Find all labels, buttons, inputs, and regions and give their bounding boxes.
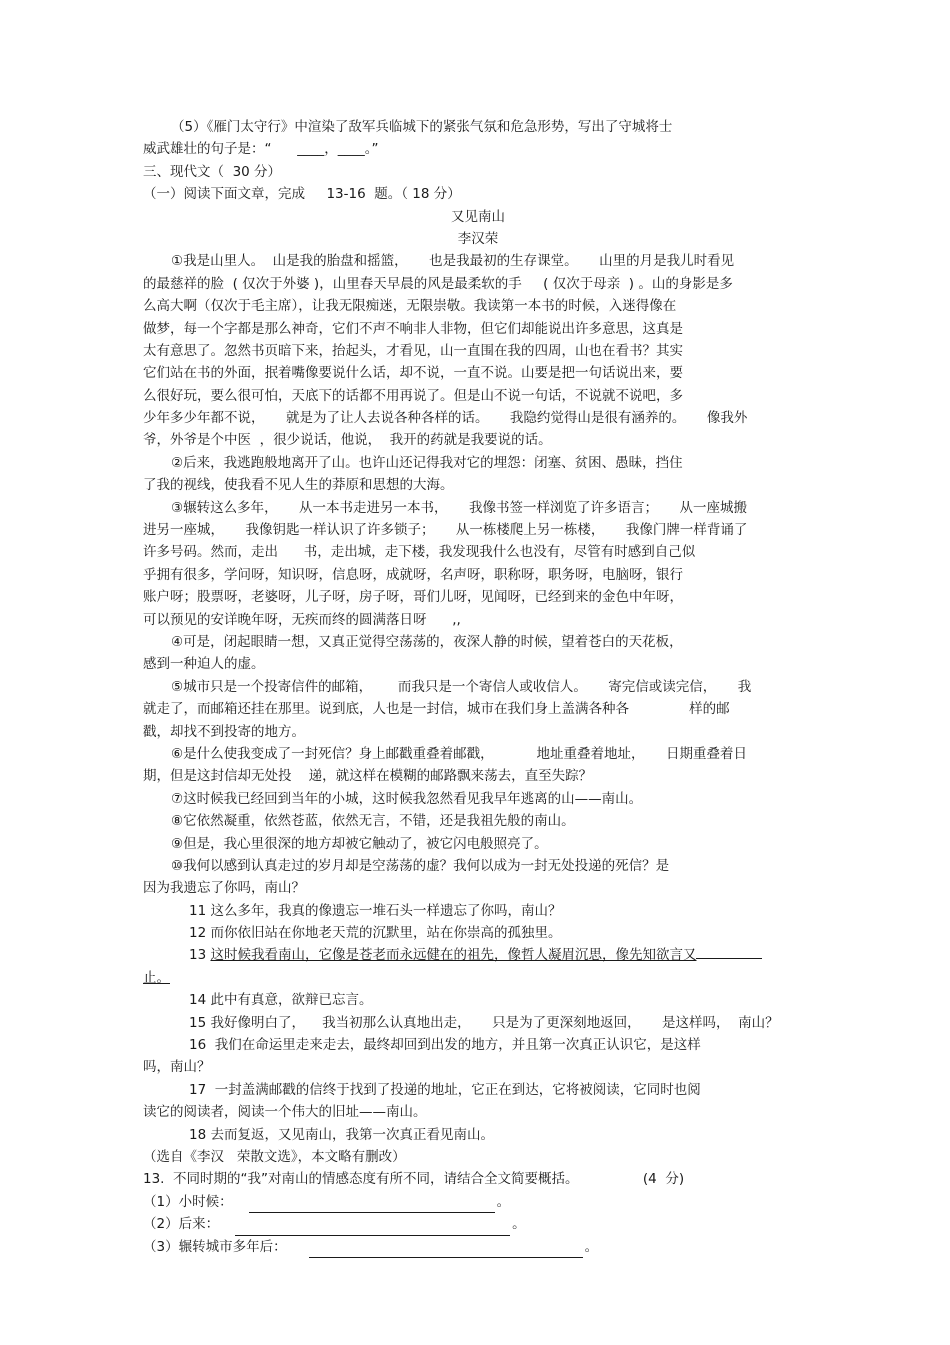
answer-row — [143, 1191, 813, 1213]
text-line: 账户呀；股票呀，老婆呀，儿子呀，房子呀，哥们儿呀，见闻呀，已经到来的金色中年呀， — [143, 589, 683, 606]
text-line: 15 我好像明白了， 我当初那么认真地出走， 只是为了更深刻地返回， 是这样吗， 南山？ — [189, 1014, 779, 1031]
text-line: 读它的阅读者，阅读一个伟大的旧址——南山。 — [143, 1104, 427, 1121]
text-line: 的最慈祥的脸 ( 仅次于外婆 )，山里春天早晨的风是最柔软的手 ( 仅次于母亲 ) 。山的身影是多 — [143, 275, 733, 292]
answer-blank[interactable] — [235, 1221, 510, 1236]
text-line: 又见南山 — [451, 208, 505, 225]
underline-extension — [696, 944, 762, 959]
answer-end: 。 — [512, 1216, 526, 1233]
answer-blank[interactable] — [249, 1198, 495, 1213]
text-line: 12 而你依旧站在你地老天荒的沉默里，站在你崇高的孤独里。 — [189, 925, 562, 942]
text-line: ⑦这时候我已经回到当年的小城，这时候我忽然看见我早年逃离的山——南山。 — [171, 790, 643, 807]
text-line: 17 一封盖满邮戳的信终于找到了投递的地址，它正在到达，它将被阅读，它同时也阅 — [189, 1081, 701, 1098]
answer-label: （1）小时候： — [143, 1193, 233, 1210]
text-line: 么很好玩，要么很可怕，天底下的话都不用再说了。但是山不说一句话，不说就不说吧，多 — [143, 387, 683, 404]
text-line: ④可是，闭起眼睛一想，又真正觉得空荡荡的，夜深人静的时候，望着苍白的天花板， — [171, 633, 683, 650]
paragraph-13-continuation-text: 止。 — [143, 969, 170, 986]
text-line: 少年多少年都不说， 就是为了让人去说各种各样的话。 我隐约觉得山是很有涵养的。 像我外 — [143, 410, 748, 427]
text-line: ⑤城市只是一个投寄信件的邮箱， 而我只是一个寄信人或收信人。 寄完信或读完信， 我 — [171, 678, 752, 695]
text-line: 它们站在书的外面，抿着嘴像要说什么话，却不说，一直不说。山要是把一句话说出来，要 — [143, 365, 683, 382]
answer-label: （2）后来： — [143, 1216, 220, 1233]
text-line: 11 这么多年，我真的像遗忘一堆石头一样遗忘了你吗，南山？ — [189, 902, 562, 919]
text-line: ⑨但是，我心里很深的地方却被它触动了，被它闪电般照亮了。 — [171, 835, 548, 852]
text-line: 16 我们在命运里走来走去，最终却回到出发的地方，并且第一次真正认识它，是这样 — [189, 1037, 701, 1054]
text-line: 威武雄壮的句子是：“ ____，____。” — [143, 141, 379, 158]
text-line: 13. 不同时期的“我”对南山的情感态度有所不同，请结合全文简要概括。 (4 分) — [143, 1171, 685, 1188]
text-block-2 — [143, 989, 813, 1191]
text-line: 就走了，而邮箱还挂在那里。说到底，人也是一封信，城市在我们身上盖满各种各 样的邮 — [143, 701, 730, 718]
answer-row — [143, 1213, 813, 1235]
text-line: ③辗转这么多年， 从一本书走进另一本书， 我像书签一样浏览了许多语言； 从一座城搬 — [171, 499, 747, 516]
text-line: 进另一座城， 我像钥匙一样认识了许多锁子； 从一栋楼爬上另一栋楼， 我像门牌一样背诵了 — [143, 522, 748, 539]
text-line: 了我的视线，使我看不见人生的莽原和思想的大海。 — [143, 477, 454, 494]
text-line: ②后来，我逃跑般地离开了山。也许山还记得我对它的埋怨：闭塞、贫困、愚昧，挡住 — [171, 454, 683, 471]
text-line: ⑥是什么使我变成了一封死信？身上邮戳重叠着邮戳， 地址重叠着地址， 日期重叠着日 — [171, 745, 747, 762]
text-line: （5）《雁门太守行》中渲染了敌军兵临城下的紧张气氛和危急形势，写出了守城将士 — [171, 119, 673, 135]
answer-end: 。 — [584, 1238, 599, 1255]
text-line: 可以预见的安详晚年呀，无疾而终的圆满落日呀 ,, — [143, 611, 461, 628]
text-line: ①我是山里人。 山是我的胎盘和摇篮， 也是我最初的生存课堂。 山里的月是我儿时看见 — [171, 253, 735, 270]
text-line: 太有意思了。忽然书页暗下来，抬起头，才看见，山一直围在我的四周，山也在看书？其实 — [143, 342, 683, 359]
text-line: 因为我遗忘了你吗，南山？ — [143, 880, 305, 897]
text-block — [143, 116, 813, 944]
document-page — [143, 116, 813, 1258]
text-line: （一）阅读下面文章，完成 13-16 题。（ 18 分） — [143, 186, 461, 203]
text-line: ⑧它依然凝重，依然苍蓝，依然无言，不错，还是我祖先般的南山。 — [171, 813, 575, 830]
text-line: 吗，南山？ — [143, 1059, 211, 1076]
text-line: 感到一种迫人的虚。 — [143, 656, 265, 673]
text-line: ⑩我何以感到认真走过的岁月却是空荡荡的虚？我何以成为一封无处投递的死信？是 — [171, 857, 670, 874]
answer-label: （3）辗转城市多年后： — [143, 1238, 287, 1255]
text-line: 乎拥有很多，学问呀，知识呀，信息呀，成就呀，名声呀，职称呀，职务呀，电脑呀，银行 — [143, 566, 683, 583]
paragraph-13 — [143, 944, 813, 966]
text-line: 做梦，每一个字都是那么神奇，它们不声不响非人非物，但它们却能说出许多意思，这真是 — [143, 320, 683, 337]
paragraph-13-continuation — [143, 967, 813, 989]
answer-end: 。 — [496, 1193, 511, 1210]
text-line: 李汉荣 — [457, 230, 499, 247]
text-line: 戳，却找不到投寄的地方。 — [143, 723, 305, 740]
text-line: 三、现代文（ 30 分） — [143, 163, 282, 180]
text-line: 爷，外爷是个中医 ，很少说话，他说， 我开的药就是我要说的话。 — [143, 432, 552, 449]
text-line: （选自《李汉 荣散文选》，本文略有删改） — [143, 1148, 406, 1165]
text-line: 18 去而复返，又见南山，我第一次真正看见南山。 — [189, 1126, 494, 1143]
answer-row — [143, 1236, 813, 1258]
answer-blank[interactable] — [309, 1243, 583, 1258]
text-line: 14 此中有真意，欲辩已忘言。 — [189, 992, 373, 1009]
text-line: 么高大啊（仅次于毛主席），让我无限痴迷，无限崇敬。我读第一本书的时候，入迷得像在 — [143, 298, 677, 315]
paragraph-13-underlined-text: 这时候我看南山，它像是苍老而永远健在的祖先，像哲人凝眉沉思，像先知欲言又 — [210, 947, 697, 964]
paragraph-13-number: 13 — [189, 947, 211, 964]
text-line: 期，但是这封信却无处投 递，就这样在模糊的邮路飘来荡去，直至失踪？ — [143, 768, 593, 785]
text-line: 许多号码。然而，走出 书，走出城，走下楼，我发现我什么也没有，尽管有时感到自己似 — [143, 544, 696, 561]
